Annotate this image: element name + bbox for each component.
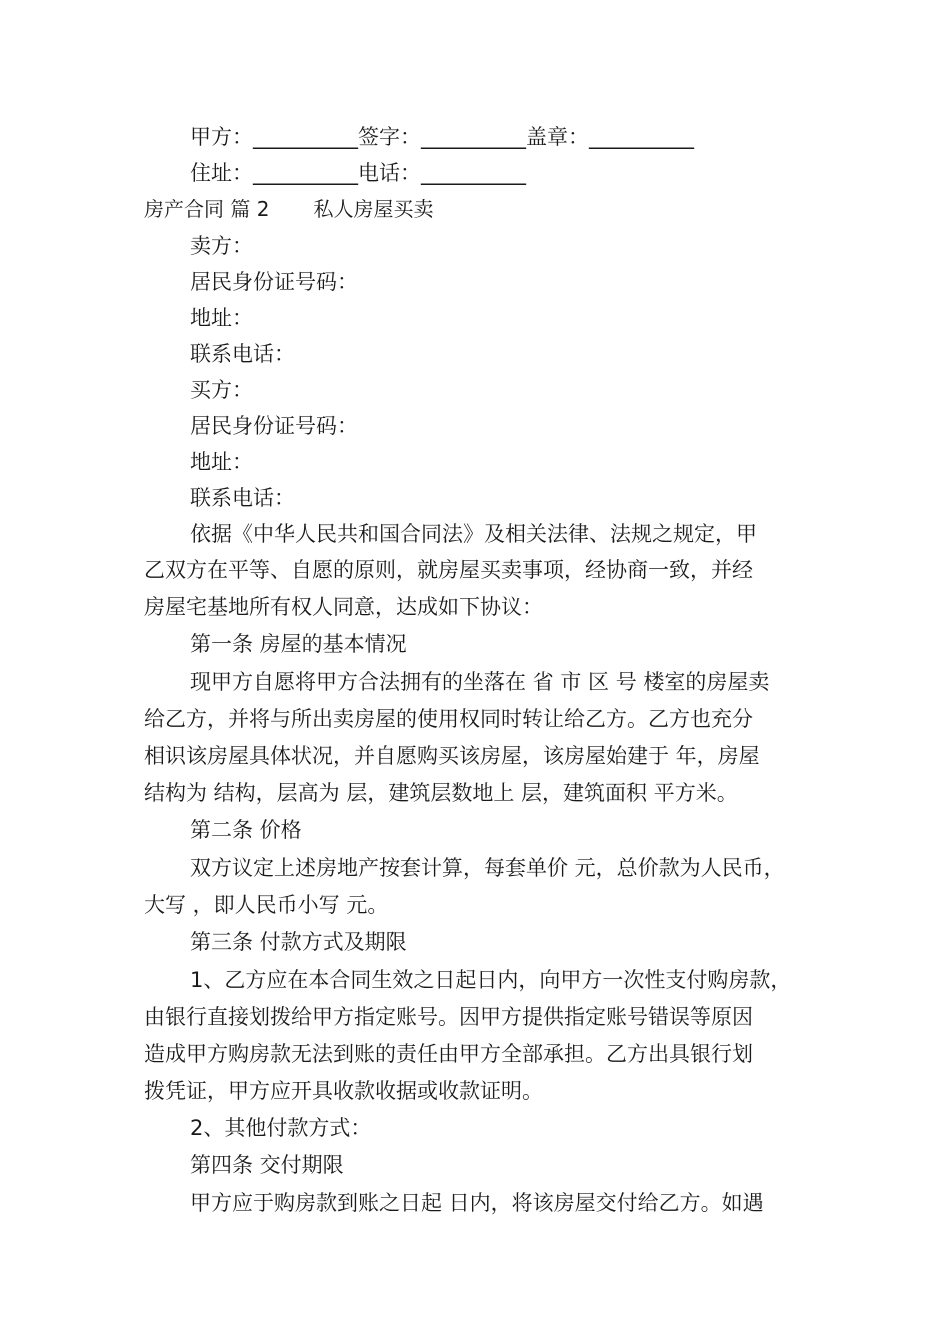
article-2-line: 大写 ，即人民币小写 元。 [144, 893, 389, 917]
section-title: 私人房屋买卖 [313, 197, 434, 221]
section-heading [144, 195, 824, 223]
buyer-phone-label: 联系电话： [190, 486, 295, 510]
signature-line-2: 住址：__________电话：__________ [190, 161, 526, 185]
buyer-label: 买方： [190, 378, 253, 402]
seller-phone-label: 联系电话： [190, 342, 295, 366]
article-4-title: 第四条 交付期限 [190, 1153, 344, 1177]
article-1-line: 现甲方自愿将甲方合法拥有的坐落在 省 市 区 号 楼室的房屋卖 [190, 670, 770, 694]
preamble-line: 乙双方在平等、自愿的原则，就房屋买卖事项，经协商一致，并经 [144, 558, 753, 582]
buyer-id-label: 居民身份证号码： [190, 414, 358, 438]
article-3-line: 由银行直接划拨给甲方指定账号。因甲方提供指定账号错误等原因 [144, 1005, 753, 1029]
signature-line-1: 甲方：__________签字：__________盖章：__________ [190, 125, 694, 149]
article-3-line: 拨凭证，甲方应开具收款收据或收款证明。 [144, 1079, 543, 1103]
article-3-other: 2、其他付款方式： [190, 1116, 372, 1140]
article-4-line: 甲方应于购房款到账之日起 日内，将该房屋交付给乙方。如遇 [190, 1191, 764, 1215]
article-1-line: 结构为 结构，层高为 层，建筑层数地上 层，建筑面积 平方米。 [144, 781, 738, 805]
article-3-line: 1、乙方应在本合同生效之日起日内，向甲方一次性支付购房款， [190, 968, 792, 992]
article-1-line: 给乙方，并将与所出卖房屋的使用权同时转让给乙方。乙方也充分 [144, 707, 753, 731]
seller-label: 卖方： [190, 234, 253, 258]
article-3-line: 造成甲方购房款无法到账的责任由甲方全部承担。乙方出具银行划 [144, 1042, 753, 1066]
section-label: 房产合同 篇 2 [144, 197, 270, 221]
article-1-line: 相识该房屋具体状况，并自愿购买该房屋，该房屋始建于 年，房屋 [144, 744, 760, 768]
preamble-line: 依据《中华人民共和国合同法》及相关法律、法规之规定，甲 [190, 522, 757, 546]
seller-address-label: 地址： [190, 306, 253, 330]
article-2-line: 双方议定上述房地产按套计算，每套单价 元，总价款为人民币， [190, 856, 785, 880]
article-1-title: 第一条 房屋的基本情况 [190, 632, 407, 656]
seller-id-label: 居民身份证号码： [190, 270, 358, 294]
buyer-address-label: 地址： [190, 450, 253, 474]
article-3-title: 第三条 付款方式及期限 [190, 930, 407, 954]
preamble-line: 房屋宅基地所有权人同意，达成如下协议： [144, 595, 543, 619]
article-2-title: 第二条 价格 [190, 818, 302, 842]
